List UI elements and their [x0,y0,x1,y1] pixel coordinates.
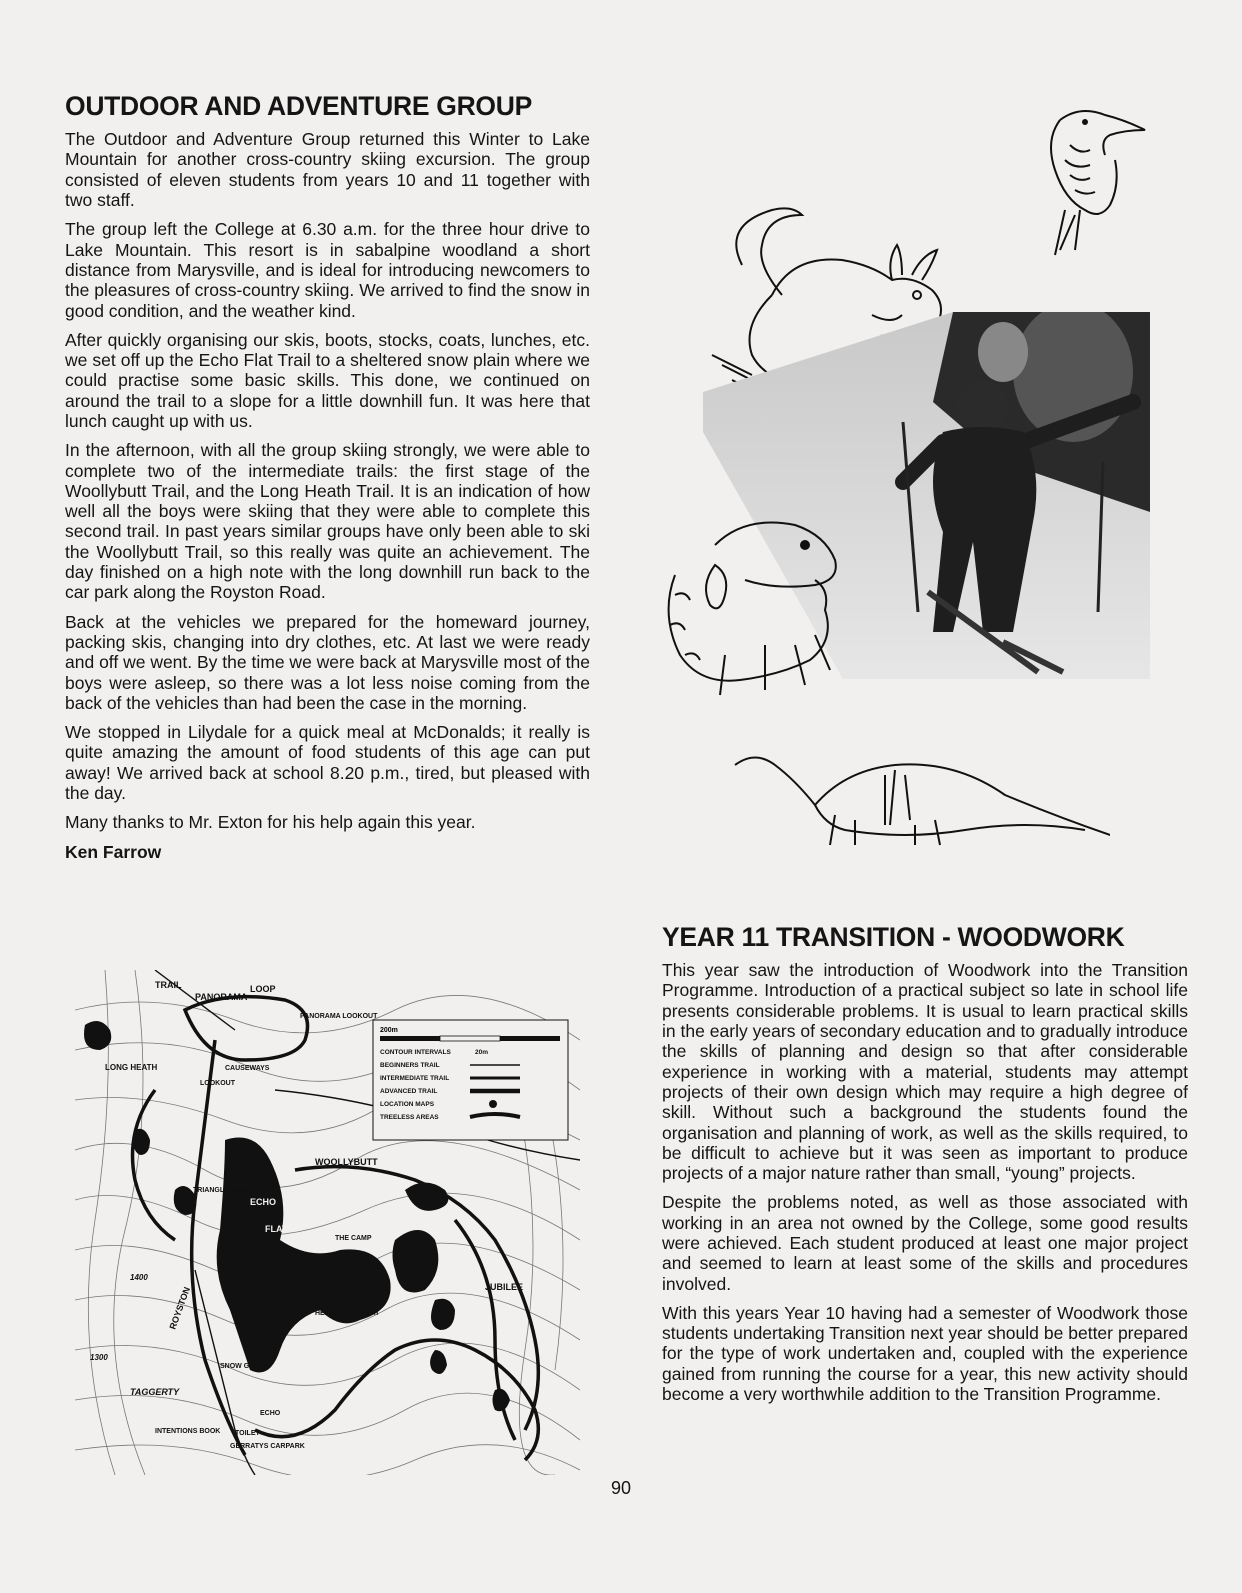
trail-map [75,970,580,1475]
map-label-loop: LOOP [250,984,276,994]
outdoor-paragraph-4: In the afternoon, with all the group skiing strongly, we were able to complete two of the intermediate trails: the first stage of the Woollybutt Trail, and the Long Heath Trail. It is an indication of how well all the boys were skiing that they were able to complete this second trail. In past years similar groups have only been able to ski the Woollybutt Trail, so this really was quite an achievement. The day finished on a high note with the long downhill run back to the car park along the Royston Road. [65,440,590,603]
map-label-lookout-panorama: PANORAMA LOOKOUT [300,1013,378,1020]
map-label-lookout: LOOKOUT [200,1080,235,1087]
map-scale-label: 200m [380,1027,398,1034]
outdoor-paragraph-6: We stopped in Lilydale for a quick meal at McDonalds; it really is quite amazing the amount of food students of this age can put away! We arrived back at school 8.20 p.m., tired, but pleased with the day. [65,722,590,804]
map-label-toilet: TOILET [235,1430,260,1437]
outdoor-paragraph-3: After quickly organising our skis, boots, stocks, coats, lunches, etc. we set off up the Echo Flat Trail to a sheltered snow plain where we could practise some basic skills. This done, we continued on around the trail to a slope for a little downhill fun. It was here that lunch caught up with us. [65,329,590,431]
legend-location: LOCATION MAPS [380,1101,435,1108]
map-label-causeways: CAUSEWAYS [225,1065,270,1072]
outdoor-paragraph-1: The Outdoor and Adventure Group returned this Winter to Lake Mountain for another cross-country skiing excursion. The group consisted of eleven students from years 10 and 11 together with two staff. [65,129,590,211]
map-label-echo-south: ECHO [260,1410,281,1417]
outdoor-author: Ken Farrow [65,841,162,862]
map-label-1300: 1300 [90,1353,108,1362]
map-label-trail: TRAIL [155,980,182,990]
legend-contour-interval: 20m [475,1049,489,1056]
map-label-triangle-junction: TRIANGLE JUNCTION [193,1187,267,1194]
outdoor-paragraph-7: Many thanks to Mr. Exton for his help again this year. [65,812,476,833]
map-label-woollybutt: WOOLLYBUTT [315,1157,378,1167]
legend-intermediate: INTERMEDIATE TRAIL [380,1075,450,1082]
map-label-panorama: PANORAMA [195,992,248,1002]
map-label-the-camp: THE CAMP [335,1235,372,1242]
map-label-intentions: INTENTIONS BOOK [155,1428,221,1435]
outdoor-paragraph-5: Back at the vehicles we prepared for the homeward journey, packing skis, changing into dry clothes, etc. At last we were ready and off we went. By the time we were back at Marysville most of the boys were asleep, so there was a lot less noise coming from the back of the vehicles than had been the case in the morning. [65,611,590,713]
outdoor-paragraph-2: The group left the College at 6.30 a.m. for the three hour drive to Lake Mountain. This resort is in sabalpine woodland a short distance from Marysville, and is ideal for introducing newcomers to the pleasures of cross-country skiing. We arrived to find the snow in good condition, and the weather kind. [65,219,590,321]
map-label-jubilee: JUBILEE [485,1282,524,1292]
legend-advanced: ADVANCED TRAIL [380,1088,438,1095]
legend-beginners: BEGINNERS TRAIL [380,1062,440,1069]
map-label-flat: FLAT [265,1224,288,1234]
woodwork-paragraph-1: This year saw the introduction of Woodwork into the Transition Programme. Introduction of a practical subject so late in school life presents considerable problems. It is usual to learn practical skills in the early years of secondary education and to gradually introduce the skills of planning and design so that after considerable experience in working with a material, students may attempt projects of their own design which may require a high degree of skill. Without such a background the students found the organisation and planning of work, as well as the skills required, to be difficult to achieve but it was seen as important to produce projects of a major nature rather than small, “young” projects. [662,960,1188,1184]
map-label-1400: 1400 [130,1273,148,1282]
outdoor-article [65,92,590,863]
kookaburra-drawing [1030,100,1150,260]
map-label-echo: ECHO [250,1197,277,1207]
legend-contour: CONTOUR INTERVALS [380,1049,451,1056]
dinosaur-drawing [725,745,1110,850]
sheep-drawing [655,505,855,705]
woodwork-article [662,923,1188,1413]
outdoor-title: OUTDOOR AND ADVENTURE GROUP [65,91,532,121]
woodwork-paragraph-3: With this years Year 10 having had a semester of Woodwork those students undertaking Transition next year should be better prepared for the type of work undertaken and, coupled with the experience gained from running the course for a year, this new activity should become a very worthwhile addition to the Transition Programme. [662,1302,1188,1405]
map-label-helicopter-flat: HELICOPTER FLAT [315,1310,380,1317]
map-label-little: LITTLE [295,1282,326,1292]
map-legend [373,1020,568,1140]
map-label-royston: ROYSTON [167,1285,193,1331]
woodwork-paragraph-2: Despite the problems noted, as well as those associated with working in an area not owned by the College, some good results were achieved. Each student produced at least one major project and seemed to learn at least some of the skills and procedures involved. [662,1192,1188,1294]
legend-treeless: TREELESS AREAS [380,1114,439,1121]
map-label-long-heath: LONG HEATH [105,1063,158,1072]
page-number: 90 [610,1478,632,1498]
woodwork-title: YEAR 11 TRANSITION - WOODWORK [662,922,1125,952]
map-label-taggerty: TAGGERTY [130,1387,180,1397]
map-label-carpark: GERRATYS CARPARK [230,1443,305,1450]
map-label-snow-gauge: SNOW GAUGE [220,1363,270,1370]
